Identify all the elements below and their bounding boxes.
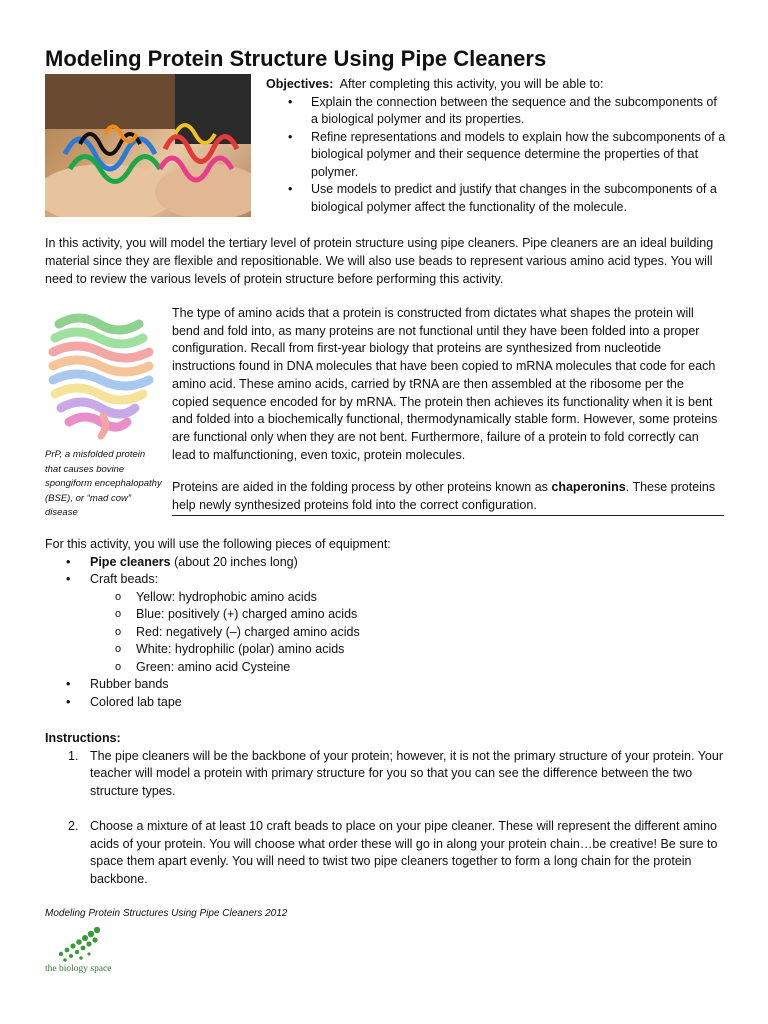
page-title: Modeling Protein Structure Using Pipe Cleaners xyxy=(45,46,547,71)
equipment-list xyxy=(45,554,725,712)
instructions-list xyxy=(45,748,725,889)
bead-list xyxy=(90,589,725,677)
step-text: The pipe cleaners will be the backbone of your protein; however, it is not the primary structure of your protein. Your teacher will model a protein with primary structure for you so that you can see the difference between the two structure types. xyxy=(90,748,723,798)
objectives-list xyxy=(266,94,726,217)
bead-item: o Blue: positively (+) charged amino acids xyxy=(136,606,725,624)
bead-item: o Red: negatively (–) charged amino acids xyxy=(136,624,725,642)
step-number: 2. xyxy=(68,819,79,833)
logo-dots-icon xyxy=(45,924,125,964)
step-number: 1. xyxy=(68,748,79,763)
chaperonin-text-before: Proteins are aided in the folding process by other proteins known as xyxy=(172,480,552,494)
logo-text: the biology space xyxy=(45,964,112,974)
step-text: Choose a mixture of at least 10 craft beads to place on your pipe cleaner. These will represent the different amino acids of your protein. You will choose what order these will go in along your protein chain…be creative! Be sure to space them apart evenly. You will need to twist two pipe cleaners together to form a long chain for the protein backbone. xyxy=(90,819,718,886)
protein-structure-art xyxy=(45,306,157,441)
pipe-cleaner-photo xyxy=(45,74,251,217)
bead-item: o White: hydrophilic (polar) amino acids xyxy=(136,641,725,659)
folding-paragraph: The type of amino acids that a protein is constructed from dictates what shapes the protein will bend and fold into, as many proteins are not functional until they have been folded into a proper configuration. Recall from first-year biology that proteins are synthesized from nucleotide instructions found in DNA molecules that have been copied to mRNA molecules that code for each amino acid. These amino acids, carried by tRNA are then assembled at the ribosome per the copied sequence encoded for by mRNA. The protein then achieves its functionality when it is bent and folded into a biochemically functional, thermodynamically stable form. However, some proteins are functional only when they are not bent. Furthermore, failure of a protein to fold correctly can lead to malfunctioning, even toxic, protein molecules. xyxy=(172,306,718,462)
objectives-intro-line xyxy=(266,76,726,94)
bead-item: o Green: amino acid Cysteine xyxy=(136,659,725,677)
instruction-step xyxy=(68,818,725,888)
chaperonin-text-after: . These proteins help newly synthesized proteins fold into the correct configuration. xyxy=(172,480,716,512)
objective-item: • Use models to predict and justify that changes in the subcomponents of a biological polymer affect the functionality of the molecule. xyxy=(311,181,726,216)
equipment-intro: For this activity, you will use the following pieces of equipment: xyxy=(45,537,391,551)
equipment-item: • Colored lab tape xyxy=(90,694,725,712)
section-divider xyxy=(172,515,724,516)
intro-paragraph: In this activity, you will model the tertiary level of protein structure using pipe cleaners. Pipe cleaners are an ideal building material since they are flexible and repositionable. We will also use beads to represent various amino acid types. You will need to review the various levels of protein structure before performing this activity. xyxy=(45,236,714,286)
figure-caption: PrP, a misfolded protein that causes bovine spongiform encephalopathy (BSE), or “mad cow” disease xyxy=(45,449,162,518)
instructions-section xyxy=(45,730,725,888)
bead-item: o Yellow: hydrophobic amino acids xyxy=(136,589,725,607)
equipment-item-pipe-cleaners xyxy=(90,554,725,572)
objective-item: • Refine representations and models to explain how the subcomponents of a biological polymer and their sequence determine the properties of that polymer. xyxy=(311,129,726,182)
craft-beads-label: Craft beads: xyxy=(90,572,159,586)
objectives-label: Objectives: xyxy=(266,77,334,91)
equipment-item: • Rubber bands xyxy=(90,676,725,694)
objectives-section xyxy=(266,76,726,216)
pipe-cleaners-label: Pipe cleaners xyxy=(90,554,171,569)
equipment-item-craft-beads xyxy=(90,571,725,676)
equipment-section xyxy=(45,536,725,711)
pipe-cleaner-photo-art xyxy=(45,74,251,217)
protein-structure-image xyxy=(45,306,157,441)
chaperonin-term: chaperonins xyxy=(551,480,626,494)
pipe-cleaners-note: (about 20 inches long) xyxy=(170,554,298,569)
objectives-intro: After completing this activity, you will be able to: xyxy=(339,77,604,91)
instruction-step xyxy=(68,748,725,801)
instructions-heading: Instructions: xyxy=(45,731,121,745)
objective-item: • Explain the connection between the sequence and the subcomponents of a biological polymer and its properties. xyxy=(311,94,726,129)
chaperonin-paragraph xyxy=(172,479,724,514)
footer-text: Modeling Protein Structures Using Pipe Cleaners 2012 xyxy=(45,908,288,919)
